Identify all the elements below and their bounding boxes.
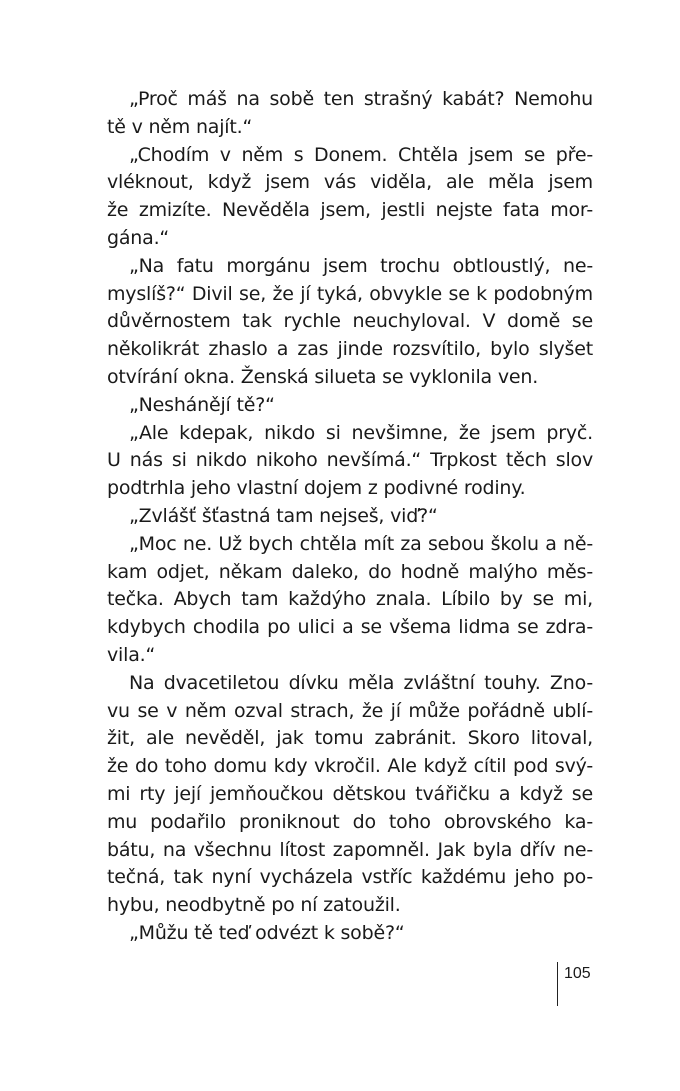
text-line: mu podařilo proniknout do toho obrovského ka- bbox=[107, 810, 593, 833]
text-line: „Ale kdepak, nikdo si nevšimne, že jsem pryč. bbox=[129, 421, 593, 444]
text-line: gána.“ bbox=[107, 226, 170, 249]
text-line: „Na fatu morgánu jsem trochu obtloustlý, ne- bbox=[129, 254, 593, 277]
text-line: vléknout, když jsem vás viděla, ale měla jsem bbox=[107, 171, 593, 194]
text-line: „Proč máš na sobě ten strašný kabát? Nemohu bbox=[129, 88, 593, 110]
text-line: otvírání okna. Ženská silueta se vyklonila ven. bbox=[107, 365, 539, 388]
text-line: tečka. Abych tam každýho znala. Líbilo by se mi, bbox=[107, 588, 593, 611]
text-line: důvěrnostem tak rychle neuchyloval. V domě se bbox=[107, 310, 593, 333]
text-line: bátu, na všechnu lítost zapomněl. Jak byla dřív ne- bbox=[107, 838, 593, 861]
text-line: myslíš?“ Divil se, že jí tyká, obvykle se k podobným bbox=[107, 282, 593, 305]
text-line: Na dvacetiletou dívku měla zvláštní touhy. Zno- bbox=[129, 671, 593, 694]
text-line: „Neshánějí tě?“ bbox=[129, 393, 275, 416]
text-line: několikrát zhaslo a zas jinde rozsvítilo, bylo slyšet bbox=[107, 338, 593, 361]
body-text bbox=[107, 86, 593, 948]
text-line: žit, ale nevěděl, jak tomu zabránit. Skoro litoval, bbox=[107, 727, 593, 750]
text-line: „Můžu tě teď odvézt k sobě?“ bbox=[129, 921, 405, 944]
text-line: hybu, neodbytně po ní zatoužil. bbox=[107, 894, 401, 917]
text-line: tečná, tak nyní vycházela vstříc každému jeho po- bbox=[107, 866, 593, 889]
text-line: vila.“ bbox=[107, 643, 156, 666]
text-line: tě v něm najít.“ bbox=[107, 115, 253, 138]
text-line: „Chodím v něm s Donem. Chtěla jsem se pře- bbox=[129, 143, 593, 166]
text-line: „Moc ne. Už bych chtěla mít za sebou školu a ně- bbox=[129, 532, 593, 555]
text-line: kam odjet, někam daleko, do hodně malýho měs- bbox=[107, 560, 593, 583]
page-number-rule bbox=[557, 962, 591, 1006]
text-line: že do toho domu kdy vkročil. Ale když cítil pod svý- bbox=[107, 755, 593, 778]
text-line: mi rty její jemňoučkou dětskou tvářičku a když se bbox=[107, 782, 593, 805]
text-line: U nás si nikdo nikoho nevšímá.“ Trpkost těch slov bbox=[107, 449, 593, 472]
page-number: 105 bbox=[564, 965, 591, 982]
text-line: „Zvlášť šťastná tam nejseš, viď?“ bbox=[129, 504, 438, 527]
text-line: podtrhla jeho vlastní dojem z podivné rodiny. bbox=[107, 477, 526, 500]
text-line: vu se v něm ozval strach, že jí může pořádně ublí- bbox=[107, 699, 593, 722]
text-line: kdybych chodila po ulici a se všema lidma se zdra- bbox=[107, 616, 593, 639]
text-line: že zmizíte. Nevěděla jsem, jestli nejste fata mor- bbox=[107, 199, 593, 222]
